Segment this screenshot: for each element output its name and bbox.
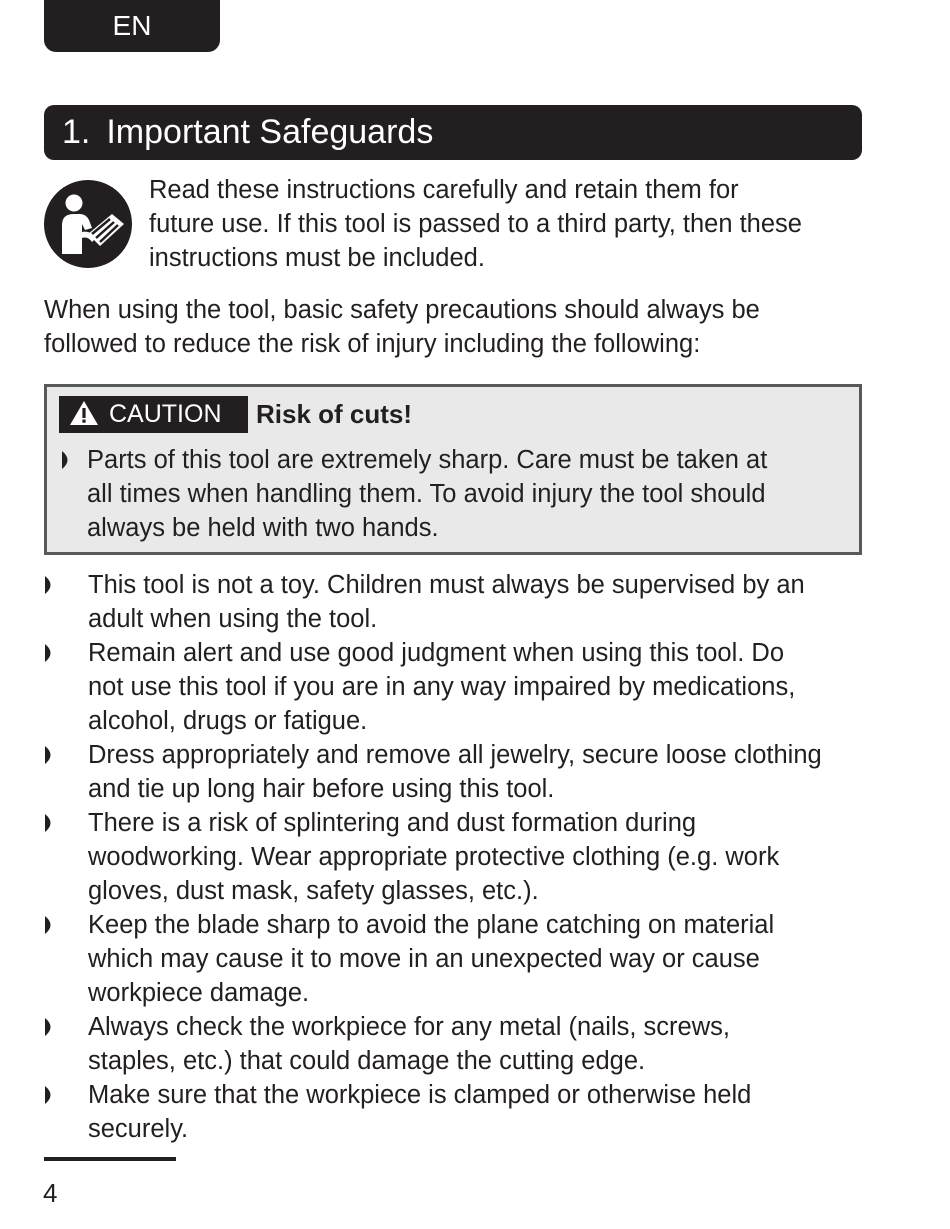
bullet-item <box>44 636 864 738</box>
intro-line: future use. If this tool is passed to a third party, then these <box>149 210 802 238</box>
bullet-item <box>44 1010 864 1078</box>
bullet-line: staples, etc.) that could damage the cutting edge. <box>88 1047 646 1075</box>
bullet-line: adult when using the tool. <box>88 605 378 633</box>
intro-line: instructions must be included. <box>149 244 485 272</box>
bullet-line: and tie up long hair before using this tool. <box>88 775 555 803</box>
bullet-line: securely. <box>88 1115 189 1143</box>
bullet-line: Dress appropriately and remove all jewelry, secure loose clothing <box>88 741 822 769</box>
bullet-line: There is a risk of splintering and dust formation during <box>88 809 697 837</box>
caution-label-text: CAUTION <box>109 400 222 428</box>
bullet-item <box>44 908 864 1010</box>
general-line: When using the tool, basic safety precautions should always be <box>44 296 760 324</box>
bullet-icon <box>44 916 56 934</box>
bullet-line: Remain alert and use good judgment when using this tool. Do <box>88 639 785 667</box>
bullet-icon <box>44 576 56 594</box>
bullet-item <box>44 1078 864 1146</box>
intro-line: Read these instructions carefully and retain them for <box>149 176 739 204</box>
read-manual-icon <box>44 180 132 268</box>
bullet-line: gloves, dust mask, safety glasses, etc.). <box>88 877 539 905</box>
bullet-line: which may cause it to move in an unexpected way or cause <box>88 945 760 973</box>
bullet-line: woodworking. Wear appropriate protective clothing (e.g. work <box>88 843 780 871</box>
caution-bullet-line: always be held with two hands. <box>87 514 439 542</box>
section-title: Important Safeguards <box>106 113 434 151</box>
caution-bullet-line: all times when handling them. To avoid injury the tool should <box>87 480 766 508</box>
section-number: 1. <box>62 113 91 151</box>
bullet-line: alcohol, drugs or fatigue. <box>88 707 368 735</box>
language-tab: EN <box>44 0 220 52</box>
page-number: 4 <box>43 1178 58 1208</box>
safeguards-bullet-list <box>44 568 864 1146</box>
bullet-line: Always check the workpiece for any metal (nails, screws, <box>88 1013 730 1041</box>
caution-title: Risk of cuts! <box>256 399 413 429</box>
bullet-icon <box>44 814 56 832</box>
section-header <box>44 105 862 160</box>
intro-paragraph <box>149 173 861 275</box>
general-precautions-paragraph <box>44 293 862 361</box>
caution-box <box>44 384 862 555</box>
bullet-item <box>44 568 864 636</box>
bullet-line: This tool is not a toy. Children must always be supervised by an <box>88 571 805 599</box>
caution-bullet-line: Parts of this tool are extremely sharp. Care must be taken at <box>87 446 768 474</box>
warning-triangle-icon <box>69 400 99 426</box>
bullet-icon <box>61 451 73 469</box>
bullet-icon <box>44 1086 56 1104</box>
bullet-item <box>44 806 864 908</box>
bullet-line: not use this tool if you are in any way impaired by medications, <box>88 673 796 701</box>
bullet-icon <box>44 1018 56 1036</box>
caution-bullet-item <box>61 443 867 545</box>
bullet-icon <box>44 746 56 764</box>
bullet-item <box>44 738 864 806</box>
bullet-line: Keep the blade sharp to avoid the plane catching on material <box>88 911 775 939</box>
bullet-line: Make sure that the workpiece is clamped or otherwise held <box>88 1081 752 1109</box>
bullet-line: workpiece damage. <box>88 979 310 1007</box>
general-line: followed to reduce the risk of injury including the following: <box>44 330 701 358</box>
bullet-icon <box>44 644 56 662</box>
footer-rule <box>44 1157 176 1161</box>
caution-label <box>59 396 248 433</box>
